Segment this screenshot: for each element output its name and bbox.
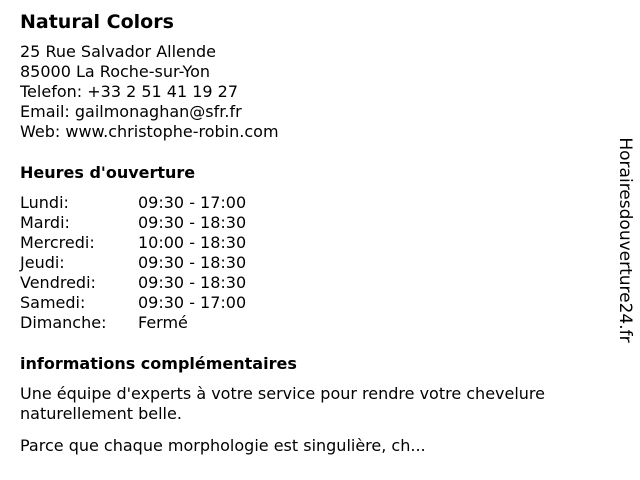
time-range: 10:00 - 18:30 xyxy=(138,233,247,252)
street-address: 25 Rue Salvador Allende xyxy=(20,42,217,61)
day-label: Vendredi: xyxy=(20,273,96,292)
time-range: 09:30 - 18:30 xyxy=(138,273,247,292)
business-name: Natural Colors xyxy=(20,11,174,33)
business-card xyxy=(20,10,600,468)
site-watermark: Horairesdouverture24.fr xyxy=(615,137,635,343)
hours-row-tuesday xyxy=(20,213,600,233)
time-range: 09:30 - 18:30 xyxy=(138,253,247,272)
day-label: Jeudi: xyxy=(20,253,65,272)
phone-line: Telefon: +33 2 51 41 19 27 xyxy=(20,82,239,101)
day-label: Dimanche: xyxy=(20,313,107,332)
hours-row-saturday xyxy=(20,293,600,313)
hours-row-thursday xyxy=(20,253,600,273)
time-range: 09:30 - 18:30 xyxy=(138,213,247,232)
additional-info-heading: informations complémentaires xyxy=(20,354,297,373)
website-line: Web: www.christophe-robin.com xyxy=(20,122,279,141)
day-label: Samedi: xyxy=(20,293,86,312)
time-range: Fermé xyxy=(138,313,188,332)
city-address: 85000 La Roche-sur-Yon xyxy=(20,62,211,81)
email-line: Email: gailmonaghan@sfr.fr xyxy=(20,102,242,121)
opening-hours-heading: Heures d'ouverture xyxy=(20,163,196,182)
info-paragraph-2: Parce que chaque morphologie est singulière, ch... xyxy=(20,436,426,455)
hours-row-friday xyxy=(20,273,600,293)
opening-hours-table xyxy=(20,193,600,333)
time-range: 09:30 - 17:00 xyxy=(138,193,247,212)
time-range: 09:30 - 17:00 xyxy=(138,293,247,312)
day-label: Mercredi: xyxy=(20,233,95,252)
info-paragraph-1: Une équipe d'experts à votre service pour rendre votre chevelure naturellement belle. xyxy=(20,384,545,423)
hours-row-wednesday xyxy=(20,233,600,253)
day-label: Mardi: xyxy=(20,213,70,232)
day-label: Lundi: xyxy=(20,193,69,212)
hours-row-monday xyxy=(20,193,600,213)
hours-row-sunday xyxy=(20,313,600,333)
